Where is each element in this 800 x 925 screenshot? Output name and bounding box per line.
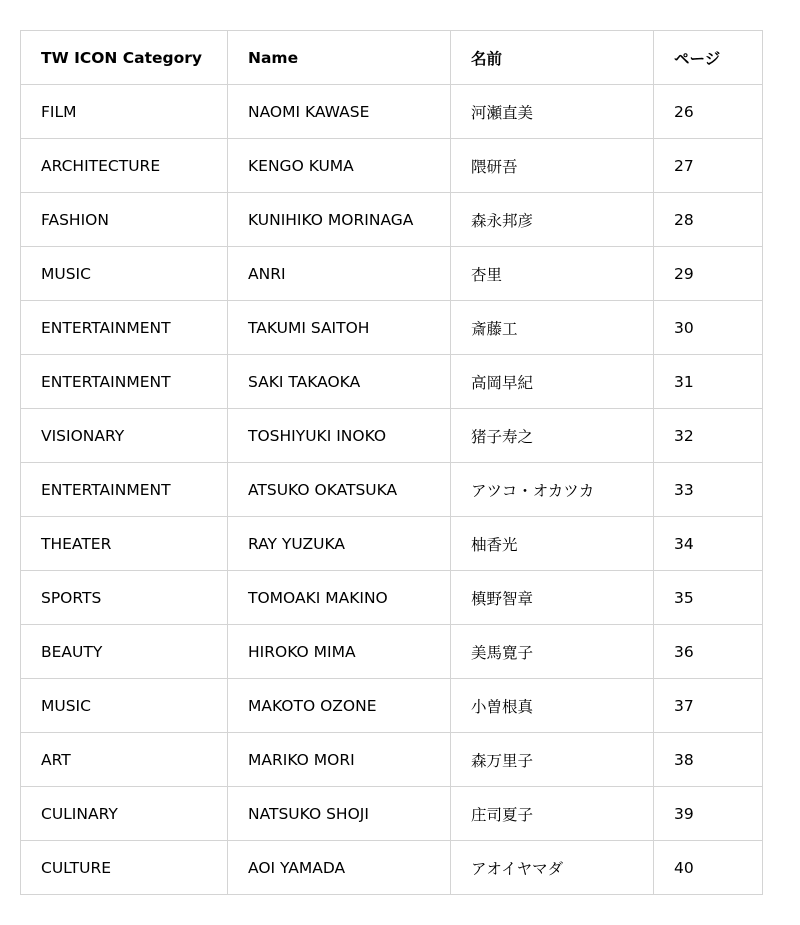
cell-name-japanese: アオイヤマダ <box>451 841 654 895</box>
cell-name-japanese: 高岡早紀 <box>451 355 654 409</box>
cell-category: MUSIC <box>21 247 228 301</box>
cell-name: TAKUMI SAITOH <box>228 301 451 355</box>
cell-name: TOMOAKI MAKINO <box>228 571 451 625</box>
cell-page: 38 <box>654 733 763 787</box>
table-row <box>21 139 763 193</box>
cell-name: NAOMI KAWASE <box>228 85 451 139</box>
header-name: Name <box>228 31 451 85</box>
cell-category: FASHION <box>21 193 228 247</box>
table-row <box>21 733 763 787</box>
cell-category: SPORTS <box>21 571 228 625</box>
header-row <box>21 31 763 85</box>
cell-name-japanese: 槙野智章 <box>451 571 654 625</box>
cell-category: MUSIC <box>21 679 228 733</box>
table-row <box>21 625 763 679</box>
table-row <box>21 409 763 463</box>
cell-name-japanese: 庄司夏子 <box>451 787 654 841</box>
cell-category: VISIONARY <box>21 409 228 463</box>
table-body <box>21 85 763 895</box>
cell-name: SAKI TAKAOKA <box>228 355 451 409</box>
cell-name: TOSHIYUKI INOKO <box>228 409 451 463</box>
cell-page: 29 <box>654 247 763 301</box>
cell-name-japanese: アツコ・オカツカ <box>451 463 654 517</box>
tw-icon-table <box>20 30 763 895</box>
table-container <box>20 30 763 895</box>
table-row <box>21 85 763 139</box>
cell-name: MARIKO MORI <box>228 733 451 787</box>
table-header <box>21 31 763 85</box>
table-row <box>21 193 763 247</box>
cell-category: THEATER <box>21 517 228 571</box>
table-row <box>21 787 763 841</box>
cell-page: 33 <box>654 463 763 517</box>
cell-page: 31 <box>654 355 763 409</box>
table-row <box>21 841 763 895</box>
cell-page: 32 <box>654 409 763 463</box>
cell-page: 36 <box>654 625 763 679</box>
cell-name-japanese: 小曽根真 <box>451 679 654 733</box>
cell-name-japanese: 隈研吾 <box>451 139 654 193</box>
header-name-japanese: 名前 <box>451 31 654 85</box>
cell-name-japanese: 猪子寿之 <box>451 409 654 463</box>
table-row <box>21 517 763 571</box>
cell-category: CULTURE <box>21 841 228 895</box>
cell-category: ARCHITECTURE <box>21 139 228 193</box>
table-row <box>21 571 763 625</box>
cell-category: ART <box>21 733 228 787</box>
cell-category: BEAUTY <box>21 625 228 679</box>
cell-name: HIROKO MIMA <box>228 625 451 679</box>
cell-name-japanese: 森永邦彦 <box>451 193 654 247</box>
table-row <box>21 355 763 409</box>
cell-category: CULINARY <box>21 787 228 841</box>
cell-name-japanese: 杏里 <box>451 247 654 301</box>
cell-name: KENGO KUMA <box>228 139 451 193</box>
cell-name: ANRI <box>228 247 451 301</box>
cell-page: 30 <box>654 301 763 355</box>
cell-name-japanese: 森万里子 <box>451 733 654 787</box>
cell-category: FILM <box>21 85 228 139</box>
cell-name: NATSUKO SHOJI <box>228 787 451 841</box>
cell-page: 35 <box>654 571 763 625</box>
cell-page: 39 <box>654 787 763 841</box>
cell-name: ATSUKO OKATSUKA <box>228 463 451 517</box>
cell-page: 37 <box>654 679 763 733</box>
cell-page: 26 <box>654 85 763 139</box>
header-page: ページ <box>654 31 763 85</box>
cell-name-japanese: 河瀬直美 <box>451 85 654 139</box>
cell-name: KUNIHIKO MORINAGA <box>228 193 451 247</box>
table-row <box>21 301 763 355</box>
table-row <box>21 247 763 301</box>
cell-page: 27 <box>654 139 763 193</box>
cell-name-japanese: 斎藤工 <box>451 301 654 355</box>
table-row <box>21 679 763 733</box>
cell-name: MAKOTO OZONE <box>228 679 451 733</box>
cell-page: 34 <box>654 517 763 571</box>
cell-name-japanese: 柚香光 <box>451 517 654 571</box>
cell-category: ENTERTAINMENT <box>21 463 228 517</box>
header-category: TW ICON Category <box>21 31 228 85</box>
cell-page: 28 <box>654 193 763 247</box>
cell-name-japanese: 美馬寛子 <box>451 625 654 679</box>
table-row <box>21 463 763 517</box>
cell-category: ENTERTAINMENT <box>21 301 228 355</box>
cell-page: 40 <box>654 841 763 895</box>
cell-name: AOI YAMADA <box>228 841 451 895</box>
cell-category: ENTERTAINMENT <box>21 355 228 409</box>
cell-name: RAY YUZUKA <box>228 517 451 571</box>
